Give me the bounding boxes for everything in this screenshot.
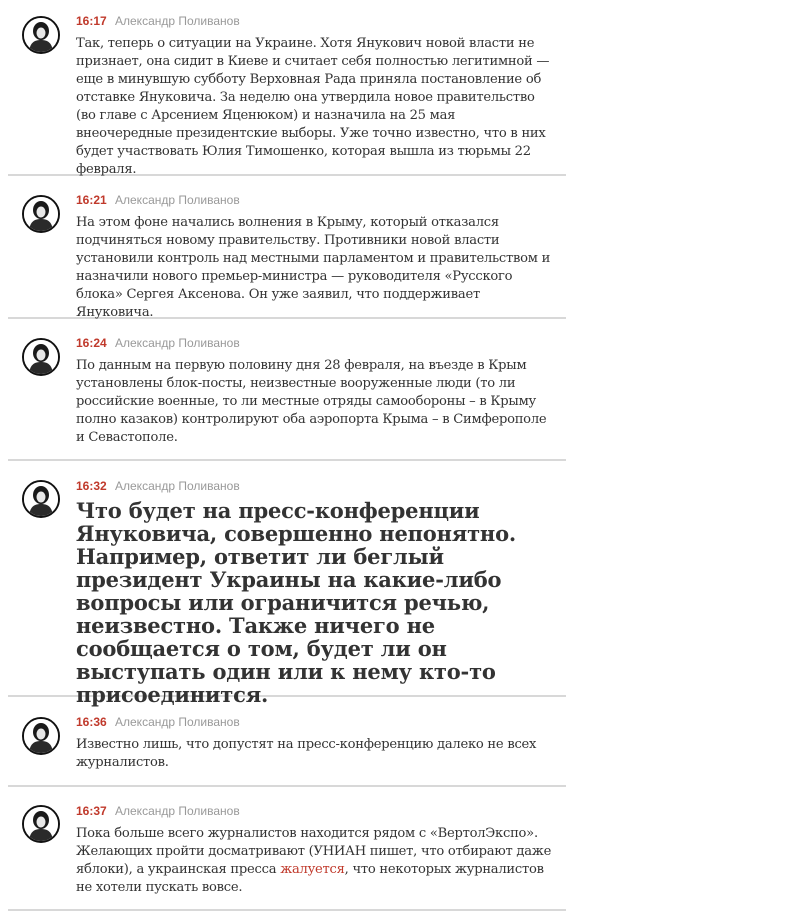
author-avatar-icon[interactable] <box>22 338 60 376</box>
live-blog-feed <box>8 0 566 911</box>
post-meta <box>76 336 240 350</box>
live-post <box>8 0 566 176</box>
author-avatar-icon[interactable] <box>22 805 60 843</box>
post-text: Известно лишь, что допустят на пресс-конференцию далеко не всех журналистов. <box>76 737 537 770</box>
complaint-link[interactable]: жалуется <box>280 862 345 877</box>
post-time[interactable]: 16:36 <box>76 715 107 729</box>
live-post <box>8 787 566 911</box>
post-time[interactable]: 16:37 <box>76 804 107 818</box>
author-avatar-icon[interactable] <box>22 717 60 755</box>
post-text: По данным на первую половину дня 28 февраля, на въезде в Крым установлены блок-посты, неизвестные вооруженные люди (то ли российские военные, то ли местные отряды самообороны – в Крыму полно казаков) контролируют оба аэропорта Крыма – в Симферополе и Севастополе. <box>76 358 547 445</box>
author-avatar-icon[interactable] <box>22 16 60 54</box>
post-author[interactable]: Александр Поливанов <box>115 715 240 729</box>
post-text <box>76 825 554 897</box>
post-text: На этом фоне начались волнения в Крыму, который отказался подчиняться новому правительству. Противники новой власти установили контроль над местными парламентом и правительством и назначили нового премьер-министра — руководителя «Русского блока» Сергея Аксенова. Он уже заявил, что поддерживает Януковича. <box>76 215 551 320</box>
post-meta <box>76 715 240 729</box>
post-author[interactable]: Александр Поливанов <box>115 14 240 28</box>
post-author[interactable]: Александр Поливанов <box>115 804 240 818</box>
post-author[interactable]: Александр Поливанов <box>115 336 240 350</box>
post-text: Что будет на пресс-конференции Януковича, совершенно непонятно. Например, ответит ли беглый президент Украины на какие-либо вопросы или ограничится речью, неизвестно. Также ничего не сообщается о том, будет ли он выступать один или к нему кто-то присоединится. <box>76 498 516 707</box>
post-time[interactable]: 16:32 <box>76 479 107 493</box>
live-post <box>8 697 566 787</box>
post-author[interactable]: Александр Поливанов <box>115 193 240 207</box>
live-post-highlight <box>8 461 566 707</box>
post-meta <box>76 193 240 207</box>
author-avatar-icon[interactable] <box>22 480 60 518</box>
post-text-after: , что некоторых журналистов не хотели пускать вовсе. <box>76 862 544 895</box>
live-post <box>8 319 566 461</box>
live-post <box>8 176 566 319</box>
post-text: Так, теперь о ситуации на Украине. Хотя Янукович новой власти не признает, она сидит в Киеве и считает себя полностью легитимной — еще в минувшую субботу Верховная Рада приняла постановление об отставке Януковича. За неделю она утвердила новое правительство (во главе с Арсением Яценюком) и назначила на 25 мая внеочередные президентские выборы. Уже точно известно, что в них будет участвовать Юлия Тимошенко, которая вышла из тюрьмы 22 февраля. <box>76 36 550 177</box>
post-time[interactable]: 16:24 <box>76 336 107 350</box>
author-avatar-icon[interactable] <box>22 195 60 233</box>
post-meta <box>76 14 240 28</box>
post-time[interactable]: 16:21 <box>76 193 107 207</box>
post-text-before: Пока больше всего журналистов находится рядом с «ВертолЭкспо». Желающих пройти досматривают (УНИАН пишет, что отбирают даже яблоки), а украинская пресса <box>76 826 552 877</box>
post-meta <box>76 479 240 493</box>
post-author[interactable]: Александр Поливанов <box>115 479 240 493</box>
post-meta <box>76 804 240 818</box>
post-time[interactable]: 16:17 <box>76 14 107 28</box>
